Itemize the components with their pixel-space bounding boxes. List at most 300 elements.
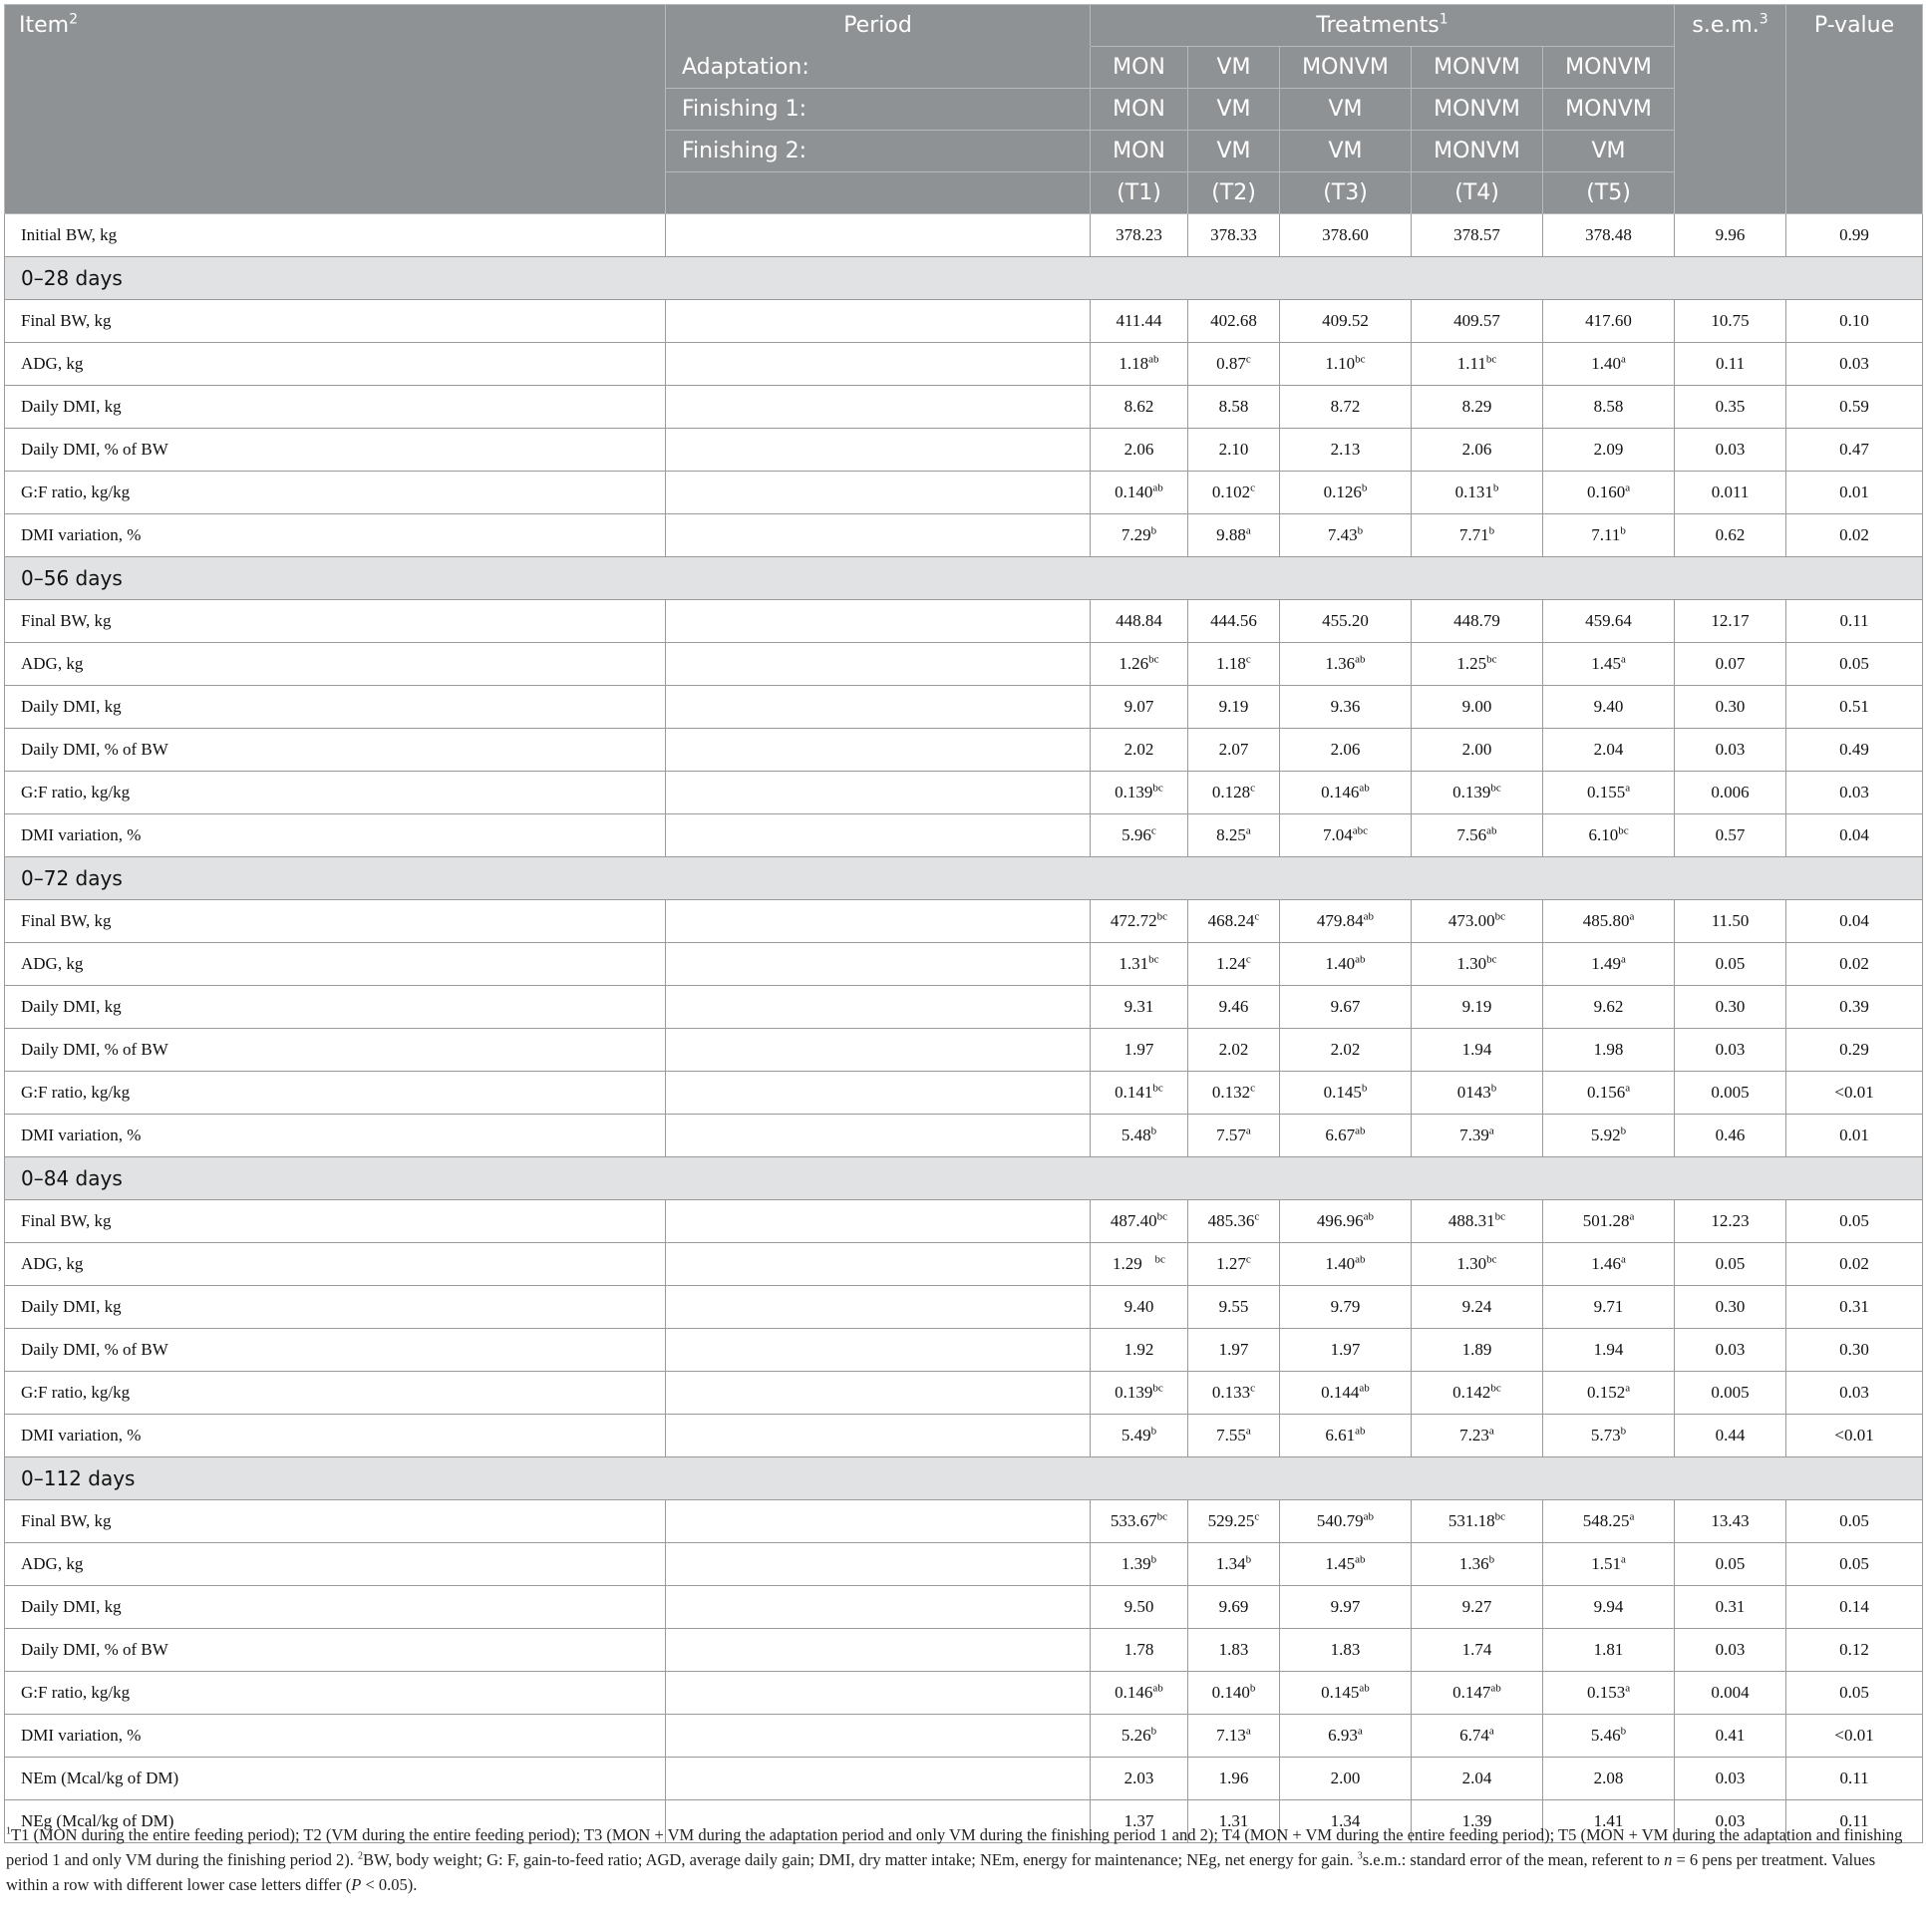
value-number: 7.56 bbox=[1456, 825, 1487, 844]
sem-cell: 0.35 bbox=[1675, 386, 1786, 429]
sem-cell: 9.96 bbox=[1675, 214, 1786, 257]
significance-letter: bc bbox=[1494, 910, 1506, 923]
value-number: 0.140 bbox=[1115, 483, 1153, 501]
row-label: Daily DMI, % of BW bbox=[5, 1329, 666, 1372]
value-cell-t5 bbox=[1543, 1758, 1675, 1800]
table-row bbox=[5, 1672, 1923, 1715]
significance-letter: c bbox=[1254, 910, 1260, 923]
value-number: 1.30 bbox=[1456, 1254, 1487, 1273]
value-number: 2.08 bbox=[1593, 1769, 1624, 1787]
value-number: 9.40 bbox=[1124, 1297, 1154, 1316]
value-cell-t3 bbox=[1280, 1629, 1412, 1672]
value-number: 1.83 bbox=[1218, 1640, 1249, 1659]
value-number: 1.18 bbox=[1216, 654, 1246, 673]
row-label: Final BW, kg bbox=[5, 600, 666, 643]
table-row bbox=[5, 814, 1923, 857]
adaptation-t3: MONVM bbox=[1280, 47, 1412, 89]
value-number: 6.10 bbox=[1588, 825, 1619, 844]
pvalue-cell: 0.01 bbox=[1786, 472, 1923, 514]
value-cell-t4 bbox=[1412, 1072, 1543, 1115]
significance-letter: b bbox=[1492, 482, 1499, 494]
significance-letter: b bbox=[1361, 482, 1368, 494]
value-cell-t5 bbox=[1543, 1329, 1675, 1372]
value-number: 7.23 bbox=[1459, 1426, 1489, 1445]
pvalue-cell: 0.47 bbox=[1786, 429, 1923, 472]
value-cell-t5 bbox=[1543, 1243, 1675, 1286]
value-number: 9.88 bbox=[1216, 525, 1246, 544]
value-number: 1.10 bbox=[1325, 354, 1356, 373]
row-label: NEg (Mcal/kg of DM) bbox=[5, 1800, 666, 1843]
period-header: Period bbox=[666, 5, 1091, 47]
pvalue-cell: 0.03 bbox=[1786, 1372, 1923, 1415]
value-number: 378.60 bbox=[1322, 225, 1369, 244]
value-number: 1.40 bbox=[1325, 954, 1356, 973]
row-label: DMI variation, % bbox=[5, 1115, 666, 1157]
significance-letter: b bbox=[1150, 1125, 1157, 1137]
pvalue-cell: 0.01 bbox=[1786, 1115, 1923, 1157]
value-cell-t5 bbox=[1543, 729, 1675, 772]
value-cell-t1 bbox=[1091, 1286, 1188, 1329]
value-cell-t5 bbox=[1543, 386, 1675, 429]
value-number: 402.68 bbox=[1210, 311, 1257, 330]
significance-letter: abc bbox=[1352, 824, 1368, 837]
value-number: 501.28 bbox=[1582, 1211, 1630, 1230]
value-number: 1.97 bbox=[1124, 1040, 1154, 1059]
item-header: Item$^2$ bbox=[5, 5, 666, 214]
value-number: 531.18 bbox=[1447, 1511, 1495, 1530]
value-cell-t4 bbox=[1412, 1286, 1543, 1329]
pvalue-cell: 0.11 bbox=[1786, 1758, 1923, 1800]
significance-letter: c bbox=[1150, 824, 1156, 837]
value-cell-t2 bbox=[1188, 1672, 1280, 1715]
value-number: 2.06 bbox=[1330, 740, 1361, 759]
pvalue-cell: 0.30 bbox=[1786, 1329, 1923, 1372]
value-number: 1.41 bbox=[1593, 1811, 1624, 1830]
value-number: 1.27 bbox=[1216, 1254, 1246, 1273]
pvalue-cell: 0.59 bbox=[1786, 386, 1923, 429]
value-cell-t3 bbox=[1280, 1029, 1412, 1072]
value-number: 9.31 bbox=[1124, 997, 1154, 1016]
results-table bbox=[4, 4, 1923, 1843]
significance-letter: bc bbox=[1618, 824, 1629, 837]
value-cell-t3 bbox=[1280, 772, 1412, 814]
value-cell-t3 bbox=[1280, 814, 1412, 857]
value-number: 9.46 bbox=[1218, 997, 1249, 1016]
table-row bbox=[5, 1329, 1923, 1372]
value-number: 7.04 bbox=[1322, 825, 1353, 844]
value-number: 7.43 bbox=[1327, 525, 1358, 544]
value-number: 468.24 bbox=[1207, 911, 1255, 930]
pvalue-cell: <0.01 bbox=[1786, 1415, 1923, 1457]
value-number: 1.26 bbox=[1119, 654, 1149, 673]
period-cell bbox=[666, 900, 1091, 943]
value-cell-t2 bbox=[1188, 1715, 1280, 1758]
significance-letter: a bbox=[1620, 1553, 1626, 1566]
value-number: 411.44 bbox=[1116, 311, 1162, 330]
sem-cell: 0.57 bbox=[1675, 814, 1786, 857]
period-cell bbox=[666, 1629, 1091, 1672]
value-cell-t1 bbox=[1091, 1329, 1188, 1372]
value-cell-t3 bbox=[1280, 900, 1412, 943]
value-number: 0.128 bbox=[1211, 783, 1251, 802]
value-cell-t3 bbox=[1280, 1329, 1412, 1372]
value-cell-t2 bbox=[1188, 686, 1280, 729]
period-cell bbox=[666, 1115, 1091, 1157]
significance-letter: b bbox=[1620, 1425, 1627, 1438]
section-label: 0–56 days bbox=[5, 557, 1923, 600]
value-number: 0.131 bbox=[1454, 483, 1493, 501]
pvalue-cell: 0.02 bbox=[1786, 943, 1923, 986]
significance-letter: bc bbox=[1494, 1210, 1506, 1223]
value-number: 7.11 bbox=[1591, 525, 1621, 544]
significance-letter: bc bbox=[1355, 353, 1366, 366]
value-number: 9.62 bbox=[1593, 997, 1624, 1016]
value-cell-t3 bbox=[1280, 1758, 1412, 1800]
value-number: 9.07 bbox=[1124, 697, 1154, 716]
table-row bbox=[5, 1629, 1923, 1672]
value-cell-t5 bbox=[1543, 1072, 1675, 1115]
pvalue-cell: 0.99 bbox=[1786, 214, 1923, 257]
value-cell-t2 bbox=[1188, 943, 1280, 986]
value-number: 1.92 bbox=[1124, 1340, 1154, 1359]
significance-letter: b bbox=[1150, 1553, 1157, 1566]
value-number: 2.03 bbox=[1124, 1769, 1154, 1787]
value-cell-t2 bbox=[1188, 429, 1280, 472]
value-cell-t2 bbox=[1188, 1372, 1280, 1415]
value-number: 1.89 bbox=[1461, 1340, 1492, 1359]
finishing2-t2: VM bbox=[1188, 131, 1280, 172]
value-cell-t4 bbox=[1412, 214, 1543, 257]
significance-letter: bc bbox=[1148, 653, 1159, 666]
adaptation-t1: MON bbox=[1091, 47, 1188, 89]
value-number: 378.23 bbox=[1116, 225, 1162, 244]
sem-cell: 0.011 bbox=[1675, 472, 1786, 514]
pvalue-cell: 0.49 bbox=[1786, 729, 1923, 772]
value-number: 9.50 bbox=[1124, 1597, 1154, 1616]
significance-letter: b bbox=[1150, 1725, 1157, 1738]
value-cell-t1 bbox=[1091, 1715, 1188, 1758]
value-cell-t1 bbox=[1091, 1629, 1188, 1672]
value-number: 1.94 bbox=[1461, 1040, 1492, 1059]
pvalue-cell: 0.05 bbox=[1786, 1500, 1923, 1543]
significance-letter: a bbox=[1629, 910, 1635, 923]
significance-letter: ab bbox=[1355, 1425, 1366, 1438]
table-row bbox=[5, 1115, 1923, 1157]
significance-letter: c bbox=[1245, 353, 1251, 366]
value-cell-t1 bbox=[1091, 1200, 1188, 1243]
value-number: 7.71 bbox=[1458, 525, 1489, 544]
sem-cell: 0.03 bbox=[1675, 1329, 1786, 1372]
sem-cell: 12.17 bbox=[1675, 600, 1786, 643]
code-t4: (T4) bbox=[1412, 172, 1543, 214]
sem-cell: 0.03 bbox=[1675, 729, 1786, 772]
value-number: 1.34 bbox=[1215, 1554, 1246, 1573]
value-number: 2.06 bbox=[1461, 440, 1492, 459]
pvalue-cell: 0.14 bbox=[1786, 1586, 1923, 1629]
value-number: 2.02 bbox=[1218, 1040, 1249, 1059]
period-cell bbox=[666, 686, 1091, 729]
value-number: 1.40 bbox=[1325, 1254, 1356, 1273]
value-cell-t5 bbox=[1543, 600, 1675, 643]
pvalue-cell: 0.04 bbox=[1786, 900, 1923, 943]
value-cell-t1 bbox=[1091, 686, 1188, 729]
pvalue-cell: <0.01 bbox=[1786, 1072, 1923, 1115]
value-number: 9.24 bbox=[1461, 1297, 1492, 1316]
value-cell-t5 bbox=[1543, 1286, 1675, 1329]
value-number: 1.24 bbox=[1216, 954, 1246, 973]
code-t2: (T2) bbox=[1188, 172, 1280, 214]
value-number: 0.152 bbox=[1586, 1383, 1626, 1402]
pvalue-cell: 0.11 bbox=[1786, 600, 1923, 643]
significance-letter: c bbox=[1245, 653, 1251, 666]
sem-cell: 0.44 bbox=[1675, 1415, 1786, 1457]
value-number: 0.153 bbox=[1586, 1683, 1626, 1702]
value-cell-t4 bbox=[1412, 1500, 1543, 1543]
row-label: ADG, kg bbox=[5, 343, 666, 386]
value-cell-t1 bbox=[1091, 300, 1188, 343]
significance-letter: bc bbox=[1148, 953, 1159, 966]
value-cell-t5 bbox=[1543, 900, 1675, 943]
value-cell-t3 bbox=[1280, 729, 1412, 772]
table-row bbox=[5, 1286, 1923, 1329]
pvalue-cell: 0.11 bbox=[1786, 1800, 1923, 1843]
value-cell-t3 bbox=[1280, 214, 1412, 257]
significance-letter: bc bbox=[1152, 1382, 1163, 1395]
value-cell-t1 bbox=[1091, 729, 1188, 772]
value-number: 448.79 bbox=[1453, 611, 1500, 630]
value-cell-t4 bbox=[1412, 514, 1543, 557]
period-cell bbox=[666, 343, 1091, 386]
table-body bbox=[5, 214, 1923, 1843]
period-cell bbox=[666, 1329, 1091, 1372]
significance-letter: bc bbox=[1152, 782, 1163, 795]
value-cell-t1 bbox=[1091, 1072, 1188, 1115]
table-row bbox=[5, 1072, 1923, 1115]
significance-letter: b bbox=[1150, 1425, 1157, 1438]
value-number: 5.73 bbox=[1590, 1426, 1621, 1445]
value-cell-t4 bbox=[1412, 1243, 1543, 1286]
row-label: Daily DMI, % of BW bbox=[5, 1029, 666, 1072]
value-cell-t3 bbox=[1280, 1115, 1412, 1157]
value-cell-t4 bbox=[1412, 643, 1543, 686]
period-cell bbox=[666, 1243, 1091, 1286]
value-number: 487.40 bbox=[1110, 1211, 1157, 1230]
row-label: ADG, kg bbox=[5, 1243, 666, 1286]
period-cell bbox=[666, 1029, 1091, 1072]
row-label: NEm (Mcal/kg of DM) bbox=[5, 1758, 666, 1800]
value-number: 9.69 bbox=[1218, 1597, 1249, 1616]
value-number: 0143 bbox=[1456, 1083, 1491, 1102]
sem-cell: 0.30 bbox=[1675, 686, 1786, 729]
pvalue-cell: 0.05 bbox=[1786, 1200, 1923, 1243]
value-number: 6.93 bbox=[1328, 1726, 1358, 1745]
significance-letter: bc bbox=[1154, 1253, 1165, 1266]
table-row bbox=[5, 729, 1923, 772]
value-number: 9.55 bbox=[1218, 1297, 1249, 1316]
significance-letter: a bbox=[1620, 1253, 1626, 1266]
significance-letter: ab bbox=[1363, 910, 1375, 923]
value-number: 9.71 bbox=[1593, 1297, 1624, 1316]
significance-letter: b bbox=[1620, 524, 1626, 537]
section-header-row bbox=[5, 257, 1923, 300]
value-number: 0.87 bbox=[1216, 354, 1246, 373]
sem-cell: 10.75 bbox=[1675, 300, 1786, 343]
value-cell-t4 bbox=[1412, 772, 1543, 814]
value-number: 8.25 bbox=[1216, 825, 1246, 844]
value-number: 1.94 bbox=[1593, 1340, 1624, 1359]
value-cell-t3 bbox=[1280, 1200, 1412, 1243]
value-cell-t2 bbox=[1188, 1629, 1280, 1672]
adaptation-t5: MONVM bbox=[1543, 47, 1675, 89]
significance-letter: bc bbox=[1156, 1210, 1168, 1223]
value-number: 0.160 bbox=[1586, 483, 1626, 501]
value-cell-t5 bbox=[1543, 343, 1675, 386]
value-number: 378.33 bbox=[1210, 225, 1257, 244]
significance-letter: c bbox=[1250, 482, 1256, 494]
significance-letter: b bbox=[1490, 1082, 1497, 1095]
value-cell-t1 bbox=[1091, 814, 1188, 857]
significance-letter: b bbox=[1249, 1682, 1256, 1695]
value-number: 409.52 bbox=[1322, 311, 1369, 330]
value-number: 548.25 bbox=[1582, 1511, 1630, 1530]
value-cell-t4 bbox=[1412, 1543, 1543, 1586]
period-cell bbox=[666, 214, 1091, 257]
value-number: 2.00 bbox=[1330, 1769, 1361, 1787]
period-cell bbox=[666, 514, 1091, 557]
table-row bbox=[5, 772, 1923, 814]
significance-letter: c bbox=[1250, 782, 1256, 795]
finishing1-t4: MONVM bbox=[1412, 89, 1543, 131]
value-cell-t4 bbox=[1412, 1115, 1543, 1157]
finishing1-t3: VM bbox=[1280, 89, 1412, 131]
adaptation-t4: MONVM bbox=[1412, 47, 1543, 89]
table-row bbox=[5, 300, 1923, 343]
value-cell-t4 bbox=[1412, 1329, 1543, 1372]
period-cell bbox=[666, 1500, 1091, 1543]
value-cell-t3 bbox=[1280, 343, 1412, 386]
table-row bbox=[5, 900, 1923, 943]
value-cell-t4 bbox=[1412, 1415, 1543, 1457]
significance-letter: ab bbox=[1148, 353, 1159, 366]
table-row bbox=[5, 600, 1923, 643]
value-cell-t5 bbox=[1543, 1029, 1675, 1072]
value-cell-t2 bbox=[1188, 1029, 1280, 1072]
finishing1-t1: MON bbox=[1091, 89, 1188, 131]
pvalue-cell: 0.04 bbox=[1786, 814, 1923, 857]
significance-letter: a bbox=[1620, 953, 1626, 966]
row-label: Daily DMI, kg bbox=[5, 986, 666, 1029]
value-number: 2.02 bbox=[1330, 1040, 1361, 1059]
row-label: Final BW, kg bbox=[5, 900, 666, 943]
sem-cell: 12.23 bbox=[1675, 1200, 1786, 1243]
value-cell-t5 bbox=[1543, 300, 1675, 343]
table-container bbox=[4, 4, 1922, 1843]
significance-letter: bc bbox=[1156, 1510, 1168, 1523]
value-number: 1.49 bbox=[1591, 954, 1621, 973]
sem-cell: 0.05 bbox=[1675, 943, 1786, 986]
pvalue-cell: 0.05 bbox=[1786, 1543, 1923, 1586]
pvalue-cell: 0.02 bbox=[1786, 514, 1923, 557]
period-cell bbox=[666, 643, 1091, 686]
row-label: DMI variation, % bbox=[5, 514, 666, 557]
value-cell-t3 bbox=[1280, 600, 1412, 643]
significance-letter: a bbox=[1488, 1725, 1494, 1738]
value-number: 1.96 bbox=[1218, 1769, 1249, 1787]
significance-letter: b bbox=[1488, 524, 1495, 537]
significance-letter: b bbox=[1150, 524, 1157, 537]
value-cell-t2 bbox=[1188, 772, 1280, 814]
value-cell-t4 bbox=[1412, 1372, 1543, 1415]
finishing2-t3: VM bbox=[1280, 131, 1412, 172]
value-number: 2.13 bbox=[1330, 440, 1361, 459]
value-cell-t2 bbox=[1188, 1758, 1280, 1800]
sem-cell: 0.03 bbox=[1675, 1029, 1786, 1072]
value-number: 1.81 bbox=[1593, 1640, 1624, 1659]
value-cell-t4 bbox=[1412, 814, 1543, 857]
value-cell-t4 bbox=[1412, 300, 1543, 343]
significance-letter: c bbox=[1254, 1210, 1260, 1223]
value-number: 479.84 bbox=[1316, 911, 1364, 930]
significance-letter: b bbox=[1245, 1553, 1252, 1566]
row-label: Daily DMI, kg bbox=[5, 686, 666, 729]
section-header-row bbox=[5, 1157, 1923, 1200]
significance-letter: c bbox=[1254, 1510, 1260, 1523]
pvalue-cell: 0.05 bbox=[1786, 643, 1923, 686]
value-number: 459.64 bbox=[1585, 611, 1632, 630]
value-cell-t2 bbox=[1188, 1200, 1280, 1243]
value-cell-t1 bbox=[1091, 1029, 1188, 1072]
value-number: 448.84 bbox=[1116, 611, 1162, 630]
value-cell-t2 bbox=[1188, 1415, 1280, 1457]
value-cell-t5 bbox=[1543, 1500, 1675, 1543]
value-number: 488.31 bbox=[1447, 1211, 1495, 1230]
sem-cell: 0.05 bbox=[1675, 1543, 1786, 1586]
value-cell-t3 bbox=[1280, 472, 1412, 514]
value-number: 533.67 bbox=[1110, 1511, 1157, 1530]
finishing2-t5: VM bbox=[1543, 131, 1675, 172]
table-row bbox=[5, 386, 1923, 429]
value-number: 0.144 bbox=[1321, 1383, 1360, 1402]
significance-letter: a bbox=[1625, 482, 1631, 494]
value-number: 5.48 bbox=[1121, 1126, 1151, 1144]
value-cell-t1 bbox=[1091, 1500, 1188, 1543]
value-number: 2.04 bbox=[1461, 1769, 1492, 1787]
value-number: 1.11 bbox=[1456, 354, 1486, 373]
significance-letter: a bbox=[1629, 1510, 1635, 1523]
period-cell bbox=[666, 1672, 1091, 1715]
value-number: 9.79 bbox=[1330, 1297, 1361, 1316]
pvalue-cell: 0.12 bbox=[1786, 1629, 1923, 1672]
treatments-header: Treatments$^1$ bbox=[1091, 5, 1675, 47]
footnote: $^1$T1 (MON during the entire feeding period); T2 (VM during the entire feeding period); T3 (MON + VM during the adaptation period and only VM during the finishing period 1 and 2); T4 (MON + VM during the entire feeding period); T5 (MON + VM during the adaptation and finishing period 1 and only VM during the finishing period 2). $^2$BW, body weight; G: F, gain-to-feed ratio; AGD, average daily gain; DMI, dry matter intake; NEm, energy for maintenance; NEg, net energy for gain. $^3$s.e.m.: standard error of the mean, referent to n = 6 pens per treatment. Values within a row with different lower case letters differ (P < 0.05). bbox=[6, 1825, 1903, 1894]
value-cell-t2 bbox=[1188, 986, 1280, 1029]
value-cell-t5 bbox=[1543, 1115, 1675, 1157]
value-cell-t2 bbox=[1188, 1500, 1280, 1543]
value-cell-t3 bbox=[1280, 1072, 1412, 1115]
table-header bbox=[5, 5, 1923, 214]
value-cell-t2 bbox=[1188, 300, 1280, 343]
significance-letter: bc bbox=[1486, 1253, 1497, 1266]
value-cell-t2 bbox=[1188, 900, 1280, 943]
period-cell bbox=[666, 1415, 1091, 1457]
value-number: 1.78 bbox=[1124, 1640, 1154, 1659]
value-cell-t2 bbox=[1188, 1072, 1280, 1115]
period-cell bbox=[666, 1543, 1091, 1586]
value-cell-t4 bbox=[1412, 1672, 1543, 1715]
value-cell-t5 bbox=[1543, 1586, 1675, 1629]
period-cell bbox=[666, 472, 1091, 514]
value-cell-t4 bbox=[1412, 1586, 1543, 1629]
